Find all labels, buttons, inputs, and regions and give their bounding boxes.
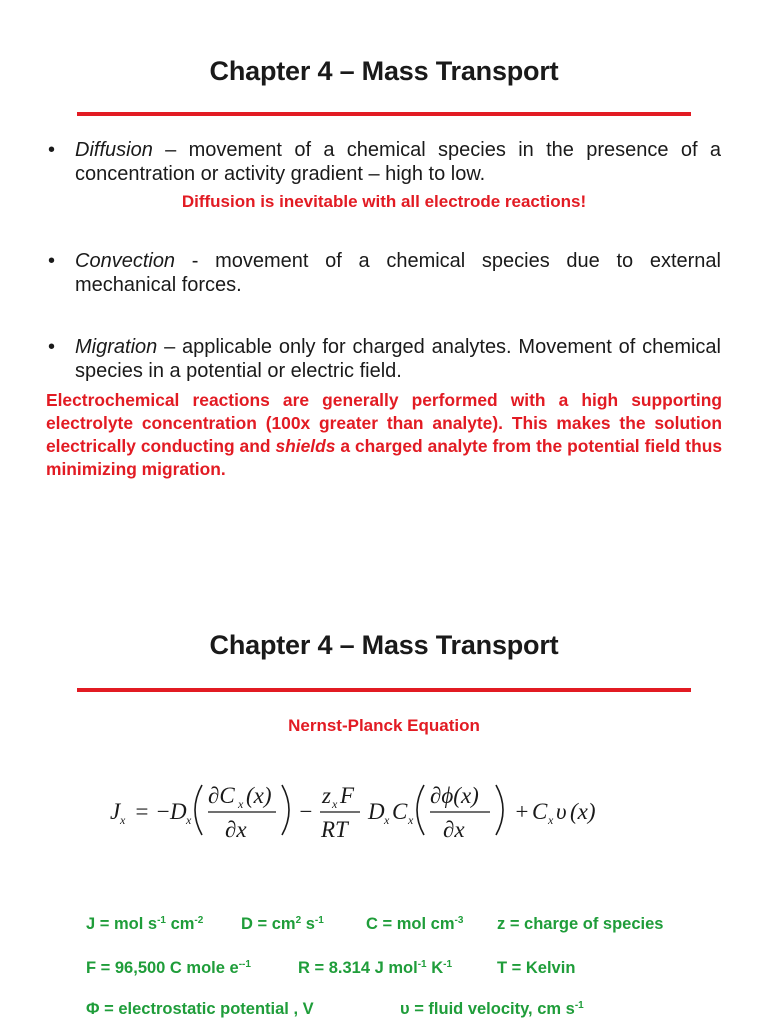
svg-text:z: z xyxy=(322,783,331,808)
bullet-definition: – applicable only for charged analytes. Movement of chemical species in a potential or electric field. xyxy=(75,336,721,382)
unit-F-base: F = 96,500 C mole e xyxy=(86,959,239,977)
unit-upsilon-exp1: -1 xyxy=(574,1000,584,1011)
diffusion-note: Diffusion is inevitable with all electrode reactions! xyxy=(181,192,587,211)
unit-J-exp1: -1 xyxy=(157,915,166,926)
unit-D-base: D = cm xyxy=(241,915,296,933)
svg-text:x: x xyxy=(408,813,414,827)
svg-text:= −: = − xyxy=(134,799,171,824)
unit-R-exp2: -1 xyxy=(443,959,453,970)
svg-text:∂ϕ(x): ∂ϕ(x) xyxy=(430,783,479,808)
bullet-definition: – movement of a chemical species in the presence of a concentration or activity gradient – high to low. xyxy=(75,139,721,185)
svg-text:(x): (x) xyxy=(570,799,596,824)
bullet-dot: • xyxy=(48,336,56,358)
svg-text:RT: RT xyxy=(321,817,348,842)
unit-C-base: C = mol cm xyxy=(366,915,455,933)
slide-2 xyxy=(0,570,768,1024)
svg-text:D: D xyxy=(368,799,385,824)
bullet-migration xyxy=(48,335,721,383)
migration-note xyxy=(46,389,722,481)
bullet-term: Migration xyxy=(75,336,158,358)
bullet-dot: • xyxy=(48,250,56,272)
unit-F-exp1: --1 xyxy=(238,959,251,970)
unit-R-base: R = 8.314 J mol xyxy=(298,959,418,977)
slide-title: Chapter 4 – Mass Transport xyxy=(209,630,559,660)
svg-text:F: F xyxy=(340,783,355,808)
svg-text:x: x xyxy=(120,813,126,827)
bullet-text xyxy=(75,335,721,383)
unit-z: z = charge of species xyxy=(497,915,664,933)
bullet-dot: • xyxy=(48,139,56,161)
svg-text:x: x xyxy=(186,813,192,827)
svg-text:C: C xyxy=(392,799,408,824)
unit-D-mid: s xyxy=(301,915,315,933)
svg-text:−: − xyxy=(298,799,314,824)
unit-J-base: J = mol s xyxy=(86,915,158,933)
unit-R-exp1: -1 xyxy=(417,959,427,970)
unit-J xyxy=(86,915,203,934)
bullet-term: Diffusion xyxy=(75,139,153,161)
svg-text:∂x: ∂x xyxy=(443,817,465,842)
bullet-term: Convection xyxy=(75,250,176,272)
bullet-diffusion xyxy=(48,138,721,186)
unit-Phi: Φ = electrostatic potential , V xyxy=(86,1000,314,1018)
migration-note-part1: Electrochemical reactions are generally performed with a high supporting electrolyte concentration (100x greater than analyte). This makes the solution electrically conducting and xyxy=(46,390,722,456)
migration-note-part2: a charged analyte from the potential field thus minimizing migration. xyxy=(46,436,722,479)
bullet-definition: - movement of a chemical species due to external mechanical forces. xyxy=(75,250,721,296)
unit-D xyxy=(241,915,324,934)
unit-D-exp2: -1 xyxy=(314,915,324,926)
unit-upsilon-base: υ = fluid velocity, cm s xyxy=(400,1000,575,1018)
bullet-convection xyxy=(48,249,721,297)
svg-text:C: C xyxy=(532,799,548,824)
unit-R xyxy=(298,959,452,978)
svg-text:D: D xyxy=(170,799,187,824)
unit-C xyxy=(366,915,463,934)
svg-text:x: x xyxy=(332,797,338,811)
svg-text:+: + xyxy=(514,799,530,824)
equation-title: Nernst-Planck Equation xyxy=(288,716,480,735)
svg-text:υ: υ xyxy=(556,799,567,824)
svg-text:J: J xyxy=(110,799,121,824)
unit-J-mid: cm xyxy=(165,915,195,933)
bullet-text xyxy=(75,249,721,297)
units-row-1 xyxy=(0,915,768,943)
unit-D-exp1: 2 xyxy=(295,915,302,926)
bullet-text xyxy=(75,138,721,186)
svg-text:∂C: ∂C xyxy=(208,783,235,808)
nernst-planck-equation xyxy=(110,765,670,855)
unit-upsilon xyxy=(400,1000,584,1019)
svg-text:x: x xyxy=(384,813,390,827)
migration-note-emphasis: shields xyxy=(275,436,336,456)
title-underline xyxy=(77,688,691,692)
svg-text:x: x xyxy=(238,797,244,811)
title-underline xyxy=(77,112,691,116)
svg-text:x: x xyxy=(548,813,554,827)
unit-J-exp2: -2 xyxy=(194,915,204,926)
equation-graphic xyxy=(110,765,670,855)
unit-F xyxy=(86,959,251,978)
svg-text:(x): (x) xyxy=(246,783,272,808)
unit-C-exp1: -3 xyxy=(454,915,464,926)
slide-title: Chapter 4 – Mass Transport xyxy=(209,56,559,86)
units-row-2 xyxy=(0,959,768,987)
slide-1 xyxy=(0,0,768,512)
unit-T: T = Kelvin xyxy=(497,959,576,977)
unit-R-mid: K xyxy=(426,959,444,977)
svg-text:∂x: ∂x xyxy=(225,817,247,842)
